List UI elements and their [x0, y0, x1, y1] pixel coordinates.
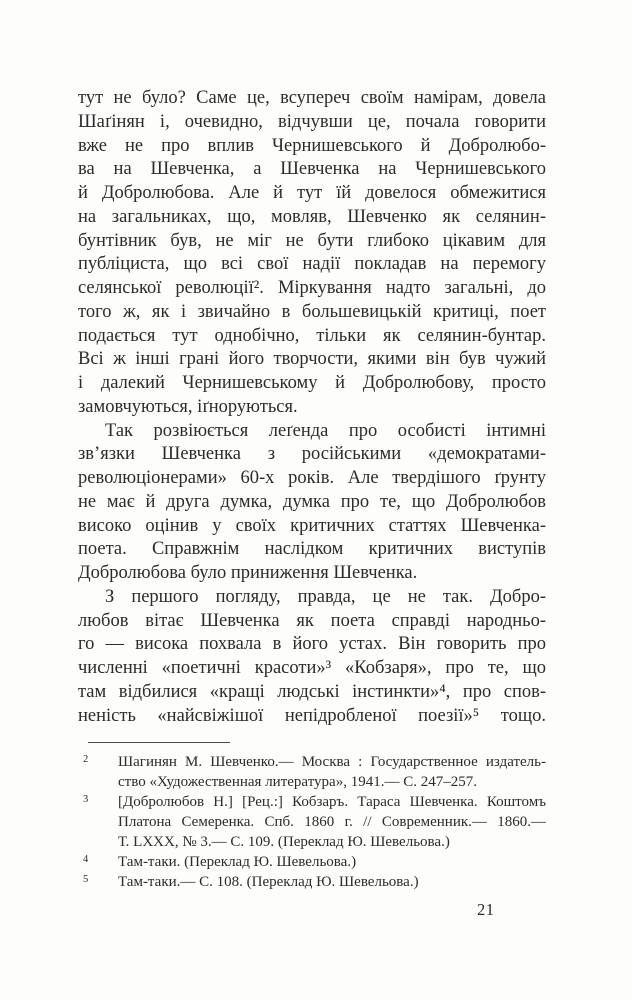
text-line: і далекий Чернишевському й Добролюбову, просто: [78, 373, 546, 393]
paragraph: [78, 420, 546, 586]
body-text: [78, 87, 546, 728]
text-line: того ж, як і звичайно в большевицькій критиці, поет: [78, 301, 546, 322]
text-line: замовчуються, іґноруються.: [78, 396, 298, 417]
text-line: любов вітає Шевченка як поета справді народньо-: [78, 610, 546, 631]
footnote: [78, 872, 546, 892]
text-line: Всі ж інші грані його творчости, якими він був чужий: [78, 349, 546, 370]
text-line: селянської революції². Міркування надто загальні, до: [78, 278, 546, 298]
text-line: Шагинян М. Шевченко.— Москва : Государственное издатель-: [118, 754, 546, 770]
text-line: Платона Семеренка. Спб. 1860 г. // Современник.— 1860.—: [118, 814, 546, 830]
text-line: там відбилися «кращі людські інстинкти»⁴, про спов-: [78, 681, 546, 702]
text-line: революціонерами» 60-х років. Але твердішого ґрунту: [78, 468, 546, 488]
footnote: [78, 852, 546, 872]
text-line: Шаґінян і, очевидно, відчувши це, почала говорити: [78, 111, 546, 132]
footnote: [78, 792, 546, 852]
text-line: вже не про вплив Чернишевського й Добролюбо-: [78, 135, 546, 156]
text-line: на загальниках, що, мовляв, Шевченко як селянин-: [78, 206, 546, 227]
footnote-marker: 4: [83, 854, 89, 865]
footnote: [78, 752, 546, 792]
text-line: не має й друга думка, думка про те, що Добролюбов: [78, 491, 546, 512]
text-line: зв’язки Шевченка з російськими «демократами-: [78, 444, 546, 465]
text-line: й Добролюбова. Але й тут їй довелося обмежитися: [78, 183, 546, 203]
text-line: публіциста, що всі свої надії покладав на перемогу: [78, 254, 546, 275]
text-line: високо оцінив у своїх критичних статтях Шевченка-: [78, 515, 546, 536]
text-line: поета. Справжнім наслідком критичних виступів: [78, 539, 546, 560]
footnote-marker: 5: [83, 874, 89, 885]
text-line: [Добролюбов Н.] [Рец.:] Кобзаръ. Тараса Шевченка. Коштомъ: [118, 794, 546, 810]
paragraph: [78, 87, 546, 420]
text-line: ство «Художественная литература», 1941.— С. 247–257.: [118, 774, 477, 790]
text-line: Там-таки.— С. 108. (Переклад Ю. Шевельова.): [118, 874, 419, 890]
text-line: З першого погляду, правда, це не так. Добро-: [105, 586, 546, 607]
footnote-marker: 3: [83, 794, 89, 805]
text-line: Т. LXXX, № 3.— С. 109. (Переклад Ю. Шевельова.): [118, 834, 450, 850]
text-line: подається тут однобічно, тільки як селянин-бунтар.: [78, 325, 546, 346]
text-line: бунтівник був, не міг не бути глибоко цікавим для: [78, 230, 546, 251]
text-line: численні «поетичні красоти»³ «Кобзаря», про те, що: [78, 658, 546, 678]
footnotes: [78, 752, 546, 892]
text-line: Добролюбова було приниження Шевченка.: [78, 563, 418, 583]
footnote-separator: [88, 742, 230, 743]
text-line: неність «найсвіжішої непідробленої поезії»⁵ тощо.: [78, 705, 546, 726]
text-line: го — висока похвала в його устах. Він говорить про: [78, 634, 546, 655]
page-number: 21: [477, 900, 495, 919]
text-line: Так розвіюється леґенда про особисті інтимні: [105, 420, 546, 441]
paragraph: [78, 586, 546, 729]
text-line: ва на Шевченка, а Шевченка на Чернишевського: [78, 159, 546, 180]
text-line: Там-таки. (Переклад Ю. Шевельова.): [118, 854, 357, 870]
text-line: тут не було? Саме це, всупереч своїм намірам, довела: [78, 88, 546, 108]
footnote-marker: 2: [83, 754, 89, 765]
